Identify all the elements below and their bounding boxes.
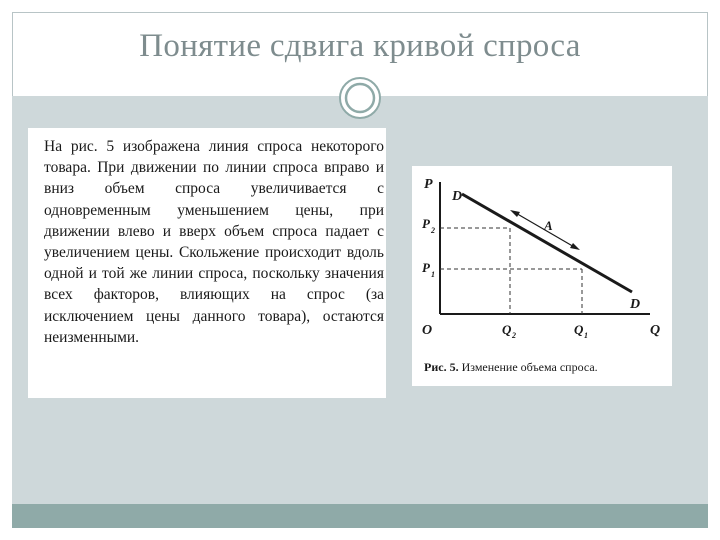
p-axis-label: P [424, 177, 433, 192]
bottom-bar [12, 504, 708, 528]
q2-subscript: 2 [512, 331, 516, 340]
arrow-head-up-icon [510, 210, 520, 217]
circle-ornament-icon [338, 76, 382, 120]
q1-subscript: 1 [584, 331, 588, 340]
body-text: На рис. 5 изображена линия спроса некоторого товара. При движении по линии спроса вправо и вниз объем спроса увеличивается с одновременным уменьшением цены, при движении влево и вверх объем спроса падает с увеличением цены. Скольжение происходит вдоль одной и той же линии спроса, поскольку значения всех факторов, влияющих на спрос (за исключением цены данного товара), остаются неизменными. [44, 138, 384, 346]
p1-subscript: 1 [431, 270, 435, 279]
arrow-label: A [544, 218, 553, 233]
p2-subscript: 2 [431, 226, 435, 235]
demand-label-top: D [452, 189, 463, 204]
demand-graph [414, 168, 670, 346]
caption-text: Изменение объема спроса. [458, 360, 598, 374]
p1-label: P [422, 260, 430, 275]
origin-label: O [422, 323, 433, 338]
q-axis-label: Q [650, 323, 661, 338]
p2-label: P [422, 216, 430, 231]
figure-caption [424, 360, 674, 375]
q1-label: Q [574, 322, 584, 337]
demand-line [462, 194, 632, 292]
slide-title: Понятие сдвига кривой спроса [139, 28, 581, 64]
arrow-head-down-icon [570, 243, 580, 250]
q2-label: Q [502, 322, 512, 337]
caption-prefix: Рис. 5. [424, 360, 459, 374]
demand-label-bottom: D [630, 297, 641, 312]
